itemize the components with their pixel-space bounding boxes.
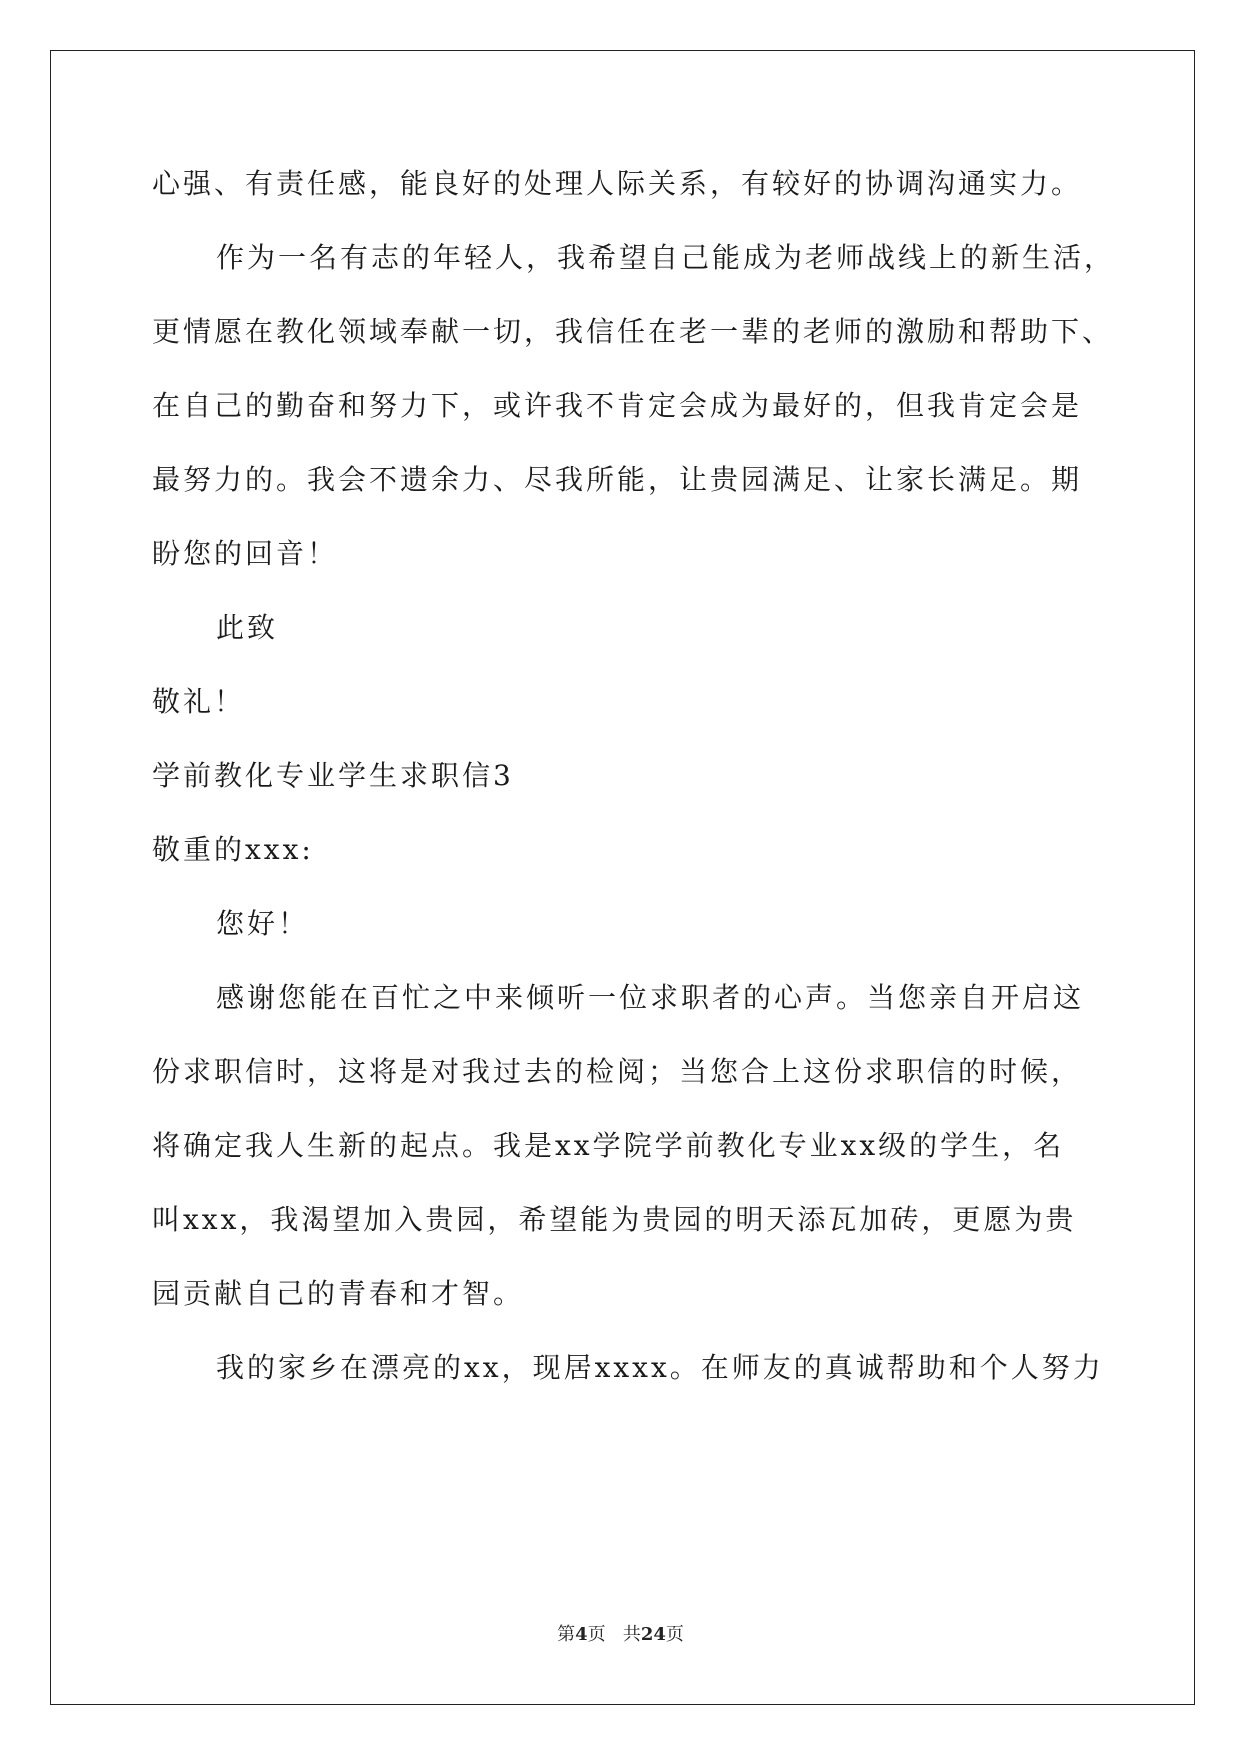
page-border: [50, 50, 1195, 1705]
footer-page-word: 页: [587, 1624, 606, 1645]
paragraph-line: 我的家乡在漂亮的xx，现居xxxx。在师友的真诚帮助和个人努力: [216, 1351, 1104, 1384]
salutation-line: 敬礼！: [152, 685, 246, 718]
paragraph-line: 园贡献自己的青春和才智。: [152, 1277, 525, 1310]
paragraph-line: 心强、有责任感，能良好的处理人际关系，有较好的协调沟通实力。: [152, 167, 1083, 200]
footer-total-suffix: 页: [665, 1624, 684, 1645]
footer-prefix: 第: [557, 1624, 576, 1645]
paragraph-line: 将确定我人生新的起点。我是xx学院学前教化专业xx级的学生，名: [152, 1129, 1065, 1162]
paragraph-line: 感谢您能在百忙之中来倾听一位求职者的心声。当您亲自开启这: [216, 981, 1085, 1014]
paragraph-line: 最努力的。我会不遗余力、尽我所能，让贵园满足、让家长满足。期: [152, 463, 1083, 496]
current-page-number: 4: [575, 1624, 588, 1645]
footer-total-prefix: 共: [622, 1624, 641, 1645]
paragraph-line: 叫xxx，我渴望加入贵园，希望能为贵园的明天添瓦加砖，更愿为贵: [152, 1203, 1077, 1236]
paragraph-line: 份求职信时，这将是对我过去的检阅；当您合上这份求职信的时候，: [152, 1055, 1083, 1088]
paragraph-line: 盼您的回音！: [152, 537, 339, 570]
greeting-line: 您好！: [216, 907, 310, 940]
total-pages-number: 24: [640, 1624, 666, 1645]
paragraph-line: 在自己的勤奋和努力下，或许我不肯定会成为最好的，但我肯定会是: [152, 389, 1083, 422]
closing-line: 此致: [216, 611, 279, 644]
greeting-line: 敬重的xxx:: [152, 833, 314, 866]
page-footer: [0, 1620, 1241, 1646]
paragraph-line: 更情愿在教化领域奉献一切，我信任在老一辈的老师的激励和帮助下、: [152, 315, 1114, 348]
section-title: 学前教化专业学生求职信3: [152, 759, 514, 792]
paragraph-line: 作为一名有志的年轻人，我希望自己能成为老师战线上的新生活，: [216, 241, 1116, 274]
